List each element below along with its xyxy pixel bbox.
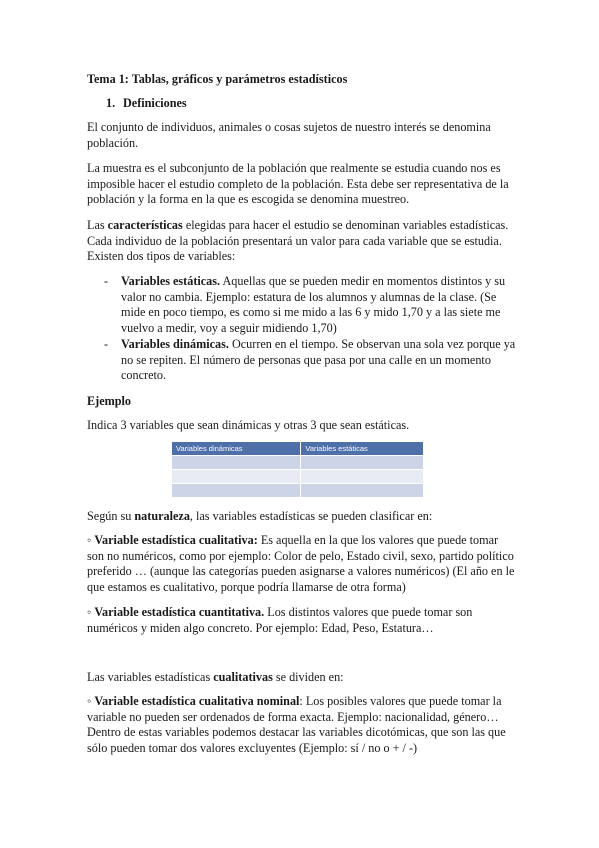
ejemplo-heading: Ejemplo: [87, 394, 132, 408]
variables-table: [172, 442, 424, 497]
table-row: [172, 456, 424, 470]
p3-post: elegidas para hacer el estudio se denominan variables estadísticas. Cada individuo de la población presentará un valor para cada variable que se estudia. Existen dos tipos de variables:: [87, 218, 509, 264]
bullet-text: [121, 337, 516, 384]
bullet-bold: Variables estáticas.: [121, 274, 221, 288]
table-row: [172, 470, 424, 484]
paragraph-muestra: La muestra es el subconjunto de la población que realmente se estudia cuando nos es imposible hacer el estudio completo de la población. Esta debe ser representativa de la población y la forma en la que es escogida se denomina muestreo.: [87, 161, 509, 207]
p7-bold: cualitativas: [213, 670, 273, 684]
p8-pre: ◦: [87, 694, 95, 708]
bullet-body: Aquellas que se pueden medir en momentos distintos y su valor no cambia. Ejemplo: estatura de los alumnos y alumnas de la clase. (Se mide en poco tiempo, es como si me mido a las 6 y mido 1,70 y a las siete me vuelvo a medir, voy a seguir midiendo 1,70): [121, 274, 506, 335]
ejemplo-text: Indica 3 variables que sean dinámicas y otras 3 que sean estáticas.: [87, 418, 410, 432]
section-label: Definiciones: [123, 96, 187, 110]
bullet-text: [121, 274, 516, 336]
p8-bold: Variable estadística cualitativa nominal: [94, 694, 300, 708]
paragraph-caracteristicas: [87, 218, 515, 265]
paragraph-cuantitativa: [87, 605, 515, 636]
section-heading: [106, 96, 187, 111]
p6-bold: Variable estadística cuantitativa.: [94, 605, 265, 619]
bullet-estaticas: [104, 274, 516, 336]
p5-pre: ◦: [87, 533, 95, 547]
table-cell[interactable]: [301, 470, 424, 484]
bullet-bold: Variables dinámicas.: [121, 337, 229, 351]
paragraph-cualitativa: [87, 533, 515, 595]
table-cell[interactable]: [172, 456, 301, 470]
p6-pre: ◦: [87, 605, 95, 619]
table-header-dinamicas: Variables dinámicas: [172, 442, 301, 456]
paragraph-poblacion: El conjunto de individuos, animales o cosas sujetos de nuestro interés se denomina población.: [87, 120, 491, 150]
paragraph-nominal: [87, 694, 515, 756]
bullet-dash: -: [104, 337, 109, 351]
bullet-body: Ocurren en el tiempo. Se observan una sola vez porque ya no se repiten. El número de personas que pasa por una calle en un momento concreto.: [121, 337, 516, 383]
table-cell[interactable]: [172, 484, 301, 498]
table-cell[interactable]: [172, 470, 301, 484]
table-header-row: [172, 442, 424, 456]
table-header-estaticas: Variables estáticas: [301, 442, 424, 456]
p6-post: Los distintos valores que puede tomar son numéricos y miden algo concreto. Por ejemplo: Edad, Peso, Estatura…: [87, 605, 473, 635]
p4-bold: naturaleza: [134, 509, 190, 523]
section-number: 1.: [106, 96, 116, 110]
p5-post: Es aquella en la que los valores que puede tomar son no numéricos, como por ejemplo: Color de pelo, Estado civil, sexo, partido político preferido … (aunque las categorías pueden asignarse a valores numéricos) (El año en le que estamos es cualitativo, porque podría llamarse de otra forma): [87, 533, 515, 594]
p4-pre: Según su: [87, 509, 135, 523]
table-row: [172, 484, 424, 498]
table-cell[interactable]: [301, 484, 424, 498]
p4-post: , las variables estadísticas se pueden clasificar en:: [189, 509, 433, 523]
bullet-dash: -: [104, 274, 109, 288]
paragraph-naturaleza: [87, 509, 515, 525]
bullet-dinamicas: [104, 337, 516, 384]
p8-post: : Los posibles valores que puede tomar la variable no pueden ser ordenados de forma exacta. Ejemplo: nacionalidad, género… Dentro de estas variables podemos destacar las variables dicotómicas, que son las que sólo pueden tomar dos valores excluyentes (Ejemplo: sí / no o + / -): [87, 694, 506, 755]
p7-pre: Las variables estadísticas: [87, 670, 214, 684]
paragraph-cualitativas-dividen: [87, 670, 515, 686]
p7-post: se dividen en:: [272, 670, 344, 684]
p3-bold: características: [107, 218, 183, 232]
p3-pre: Las: [87, 218, 108, 232]
p5-bold: Variable estadística cualitativa:: [94, 533, 258, 547]
document-title: Tema 1: Tablas, gráficos y parámetros estadísticos: [87, 72, 348, 86]
table-cell[interactable]: [301, 456, 424, 470]
